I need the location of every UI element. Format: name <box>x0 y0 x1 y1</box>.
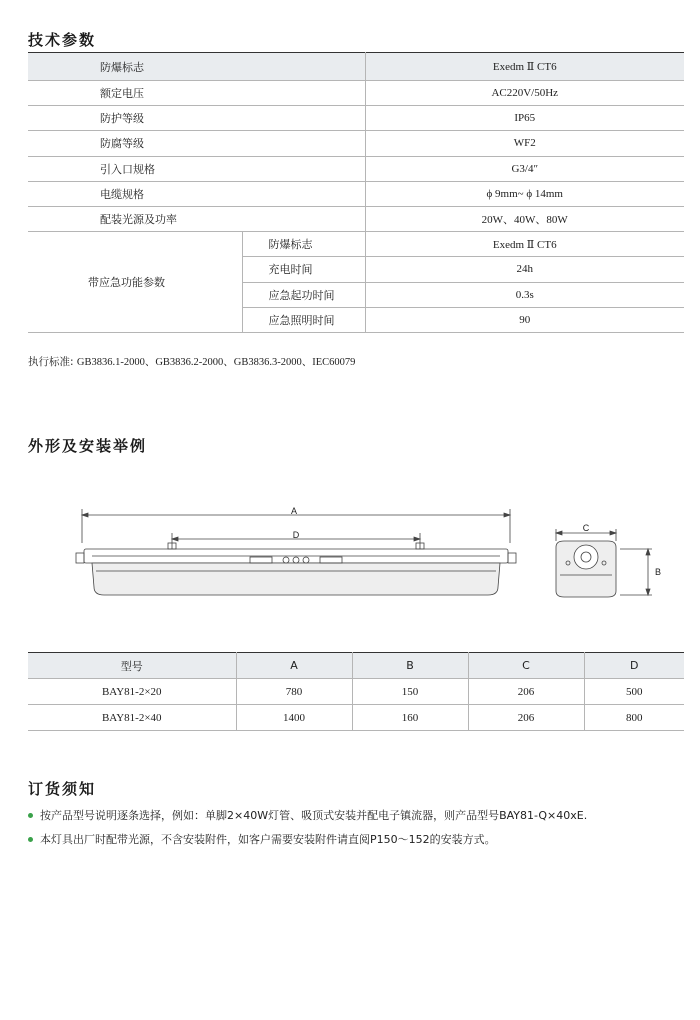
table-row <box>28 679 684 705</box>
column-header: A <box>236 653 352 679</box>
table-cell: BAY81-2×40 <box>28 705 236 731</box>
spec-row <box>28 206 684 231</box>
table-cell: 206 <box>468 705 584 731</box>
spec-value: 90 <box>365 307 684 332</box>
spec-label: 电缆规格 <box>28 181 365 206</box>
spec-value: Exedm Ⅱ CT6 <box>365 232 684 257</box>
spec-table <box>28 52 684 333</box>
bullet-icon <box>28 813 33 818</box>
table-cell: 800 <box>584 705 684 731</box>
note-text: 按产品型号说明逐条选择，例如：单脚2×40W灯管、吸顶式安装并配电子镇流器，则产品型号BAY81-Q×40xE. <box>40 809 588 822</box>
spec-row <box>28 232 684 257</box>
spec-label: 额定电压 <box>28 81 365 106</box>
list-item <box>28 828 587 852</box>
dimensions-table <box>28 652 684 731</box>
spec-value: 20W、40W、80W <box>365 206 684 231</box>
spec-label: 防腐等级 <box>28 131 365 156</box>
spec-row <box>28 81 684 106</box>
spec-label: 防爆标志 <box>242 232 365 257</box>
bullet-icon <box>28 837 33 842</box>
section-title-tech: 技术参数 <box>28 31 97 49</box>
spec-row <box>28 181 684 206</box>
table-cell: 1400 <box>236 705 352 731</box>
emergency-group-label: 带应急功能参数 <box>28 232 242 333</box>
table-header-row <box>28 653 684 679</box>
column-header: C <box>468 653 584 679</box>
luminaire-drawing <box>74 505 664 605</box>
spec-value: IP65 <box>365 106 684 131</box>
spec-value: WF2 <box>365 131 684 156</box>
table-cell: 780 <box>236 679 352 705</box>
spec-label: 应急照明时间 <box>242 307 365 332</box>
dim-label-d: D <box>292 530 300 540</box>
spec-label: 配装光源及功率 <box>28 206 365 231</box>
spec-label: 引入口规格 <box>28 156 365 181</box>
spec-row <box>28 106 684 131</box>
standard-note <box>28 354 355 369</box>
table-cell: BAY81-2×20 <box>28 679 236 705</box>
spec-row <box>28 156 684 181</box>
spec-row <box>28 53 684 81</box>
spec-value: 24h <box>365 257 684 282</box>
table-row <box>28 705 684 731</box>
spec-value: Exedm Ⅱ CT6 <box>365 53 684 81</box>
table-cell: 206 <box>468 679 584 705</box>
section-title-order: 订货须知 <box>28 780 97 798</box>
table-cell: 150 <box>352 679 468 705</box>
spec-row <box>28 131 684 156</box>
column-header: B <box>352 653 468 679</box>
dim-label-b: B <box>654 567 662 577</box>
section-title-appearance: 外形及安装举例 <box>28 437 148 455</box>
spec-label: 充电时间 <box>242 257 365 282</box>
standard-label: 执行标准: <box>28 356 74 368</box>
spec-value: G3/4″ <box>365 156 684 181</box>
table-cell: 160 <box>352 705 468 731</box>
spec-label: 应急起功时间 <box>242 282 365 307</box>
order-notes <box>28 804 587 852</box>
column-header: 型号 <box>28 653 236 679</box>
dim-label-c: C <box>582 523 590 533</box>
list-item <box>28 804 587 828</box>
dim-label-a: A <box>290 506 298 516</box>
spec-value: 0.3s <box>365 282 684 307</box>
spec-value: AC220V/50Hz <box>365 81 684 106</box>
spec-label: 防护等级 <box>28 106 365 131</box>
standard-value: GB3836.1-2000、GB3836.2-2000、GB3836.3-2000、IEC60079 <box>76 357 356 368</box>
spec-value: ϕ 9mm~ ϕ 14mm <box>365 181 684 206</box>
spec-label: 防爆标志 <box>28 53 365 81</box>
note-text: 本灯具出厂时配带光源，不含安装附件，如客户需要安装附件请直阅P150～152的安装方式。 <box>40 833 496 846</box>
table-cell: 500 <box>584 679 684 705</box>
column-header: D <box>584 653 684 679</box>
